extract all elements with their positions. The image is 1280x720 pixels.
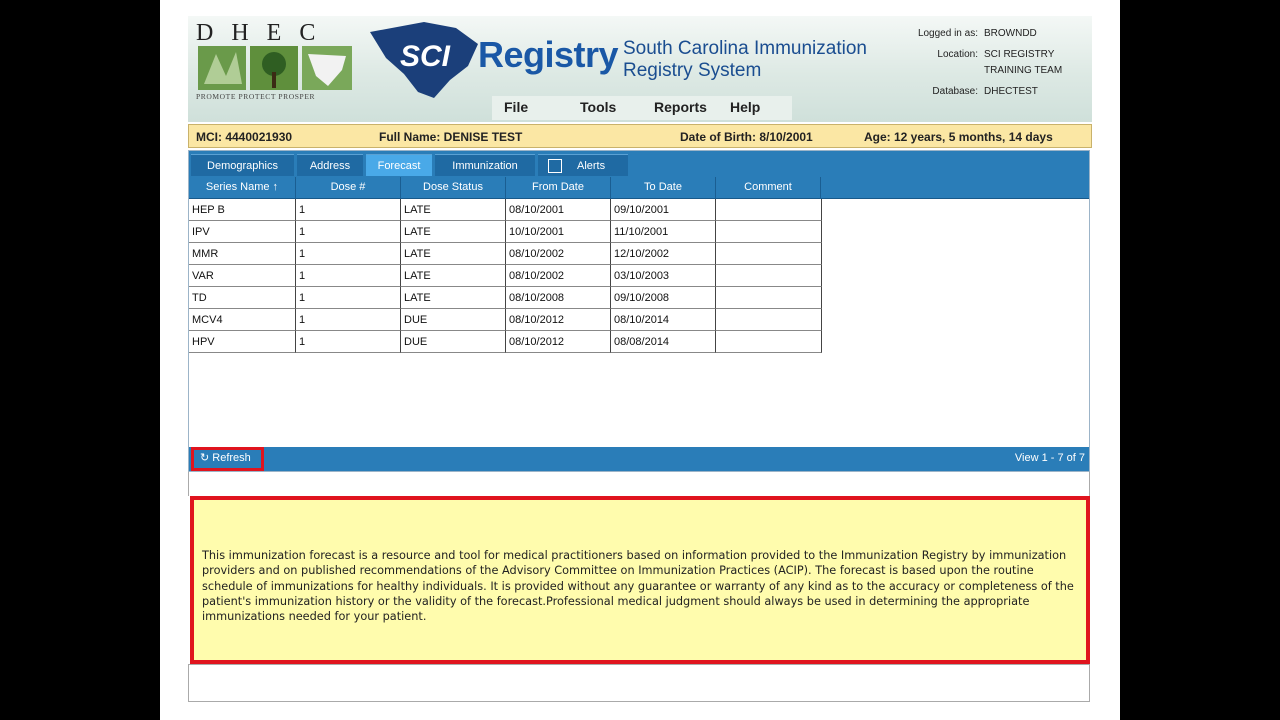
table-row[interactable] [189,309,822,331]
col-dose-number[interactable]: Dose # [296,177,401,199]
col-comment[interactable]: Comment [716,177,821,199]
cell-dose-number: 1 [296,221,401,243]
col-to-date[interactable]: To Date [611,177,716,199]
cell-dose-status: LATE [401,199,506,221]
cell-dose-status: LATE [401,221,506,243]
database-label: Database: [932,86,978,97]
sci-state-emblem [364,18,482,102]
menu-tools[interactable]: Tools [580,99,617,115]
cell-dose-status: LATE [401,243,506,265]
spacer-panel [188,472,1090,496]
cell-series-name: HPV [189,331,296,353]
cell-comment [716,331,822,353]
patient-info-bar [188,124,1092,148]
cell-to-date: 09/10/2008 [611,287,716,309]
app-header [188,16,1092,122]
column-header-row [189,177,1089,199]
cell-comment [716,265,822,287]
cell-from-date: 08/10/2002 [506,265,611,287]
cell-dose-status: LATE [401,287,506,309]
location-label: Location: [937,49,978,60]
table-row[interactable] [189,331,822,353]
cell-series-name: VAR [189,265,296,287]
disclaimer-text: This immunization forecast is a resource and tool for medical practitioners based on information provided to the Immunization Registry by immunization providers and on published recommendations of the Advisory Committee on Immunization Practices (ACIP). The forecast is based upon the routine schedule of immunizations for healthy individuals. It is provided without any guarantee or warranty of any kind as to the accuracy or completeness of the patient's immunization history or the validity of the forecast.Professional medical judgment should always be used in determining the appropriate immunizations needed for your patient. [202,549,1074,624]
tab-alerts-label: Alerts [577,160,606,172]
tab-demographics[interactable]: Demographics [191,154,294,176]
refresh-icon: ↻ [200,452,210,464]
tab-forecast[interactable]: Forecast [366,154,432,176]
system-name-line1: South Carolina Immunization [623,38,867,59]
table-row[interactable] [189,199,822,221]
cell-to-date: 08/10/2014 [611,309,716,331]
cell-comment [716,199,822,221]
cell-series-name: TD [189,287,296,309]
tab-alerts[interactable] [538,154,628,176]
menu-reports[interactable]: Reports [654,99,707,115]
cell-series-name: MMR [189,243,296,265]
cell-to-date: 12/10/2002 [611,243,716,265]
cell-to-date: 03/10/2003 [611,265,716,287]
tab-bar [189,151,1089,177]
table-row[interactable] [189,287,822,309]
cell-to-date: 11/10/2001 [611,221,716,243]
logged-in-value: BROWNDD [984,28,1037,39]
col-series-name[interactable]: Series Name ↑ [189,177,296,199]
cell-from-date: 08/10/2002 [506,243,611,265]
col-dose-status[interactable]: Dose Status [401,177,506,199]
table-row[interactable] [189,243,822,265]
tab-address[interactable]: Address [297,154,363,176]
cell-to-date: 08/08/2014 [611,331,716,353]
cell-dose-number: 1 [296,309,401,331]
bottom-panel [188,664,1090,702]
cell-comment [716,309,822,331]
cell-from-date: 08/10/2012 [506,331,611,353]
cell-to-date: 09/10/2001 [611,199,716,221]
cell-from-date: 08/10/2012 [506,309,611,331]
system-name-line2: Registry System [623,60,762,81]
cell-dose-number: 1 [296,265,401,287]
cell-dose-number: 1 [296,199,401,221]
cell-dose-number: 1 [296,287,401,309]
cell-series-name: IPV [189,221,296,243]
dhec-letters: DHEC [196,20,334,46]
cell-from-date: 08/10/2008 [506,287,611,309]
alerts-checkbox[interactable] [548,159,562,173]
cell-from-date: 10/10/2001 [506,221,611,243]
dhec-logo [196,20,356,102]
location-value-line1: SCI REGISTRY [984,49,1055,60]
cell-series-name: HEP B [189,199,296,221]
cell-dose-number: 1 [296,331,401,353]
cell-series-name: MCV4 [189,309,296,331]
cell-comment [716,243,822,265]
dhec-logo-art [196,46,356,90]
cell-dose-status: DUE [401,331,506,353]
cell-dose-status: DUE [401,309,506,331]
table-row[interactable] [189,265,822,287]
logged-in-label: Logged in as: [917,28,978,39]
cell-from-date: 08/10/2001 [506,199,611,221]
col-from-date[interactable]: From Date [506,177,611,199]
menu-help[interactable]: Help [730,99,761,115]
database-value: DHECTEST [984,86,1038,97]
main-menu [492,96,792,120]
patient-full-name: Full Name: DENISE TEST [379,130,523,144]
tab-immunization[interactable]: Immunization [435,154,535,176]
cell-comment [716,287,822,309]
location-value-line2: TRAINING TEAM [984,65,1063,76]
cell-comment [716,221,822,243]
cell-dose-status: LATE [401,265,506,287]
system-name [623,38,867,82]
refresh-button[interactable] [191,447,264,471]
registry-wordmark: Registry [478,34,619,75]
dhec-tagline: PROMOTE PROTECT PROSPER [196,92,316,101]
menu-file[interactable]: File [504,99,529,115]
cell-dose-number: 1 [296,243,401,265]
patient-mci: MCI: 4440021930 [196,130,293,144]
table-row[interactable] [189,221,822,243]
forecast-grid [188,150,1090,472]
forecast-disclaimer [190,496,1090,664]
refresh-label: Refresh [212,452,251,464]
sci-emblem-text: SCI [400,40,451,73]
grid-footer-bar [189,447,1089,471]
patient-dob: Date of Birth: 8/10/2001 [680,130,813,144]
patient-age: Age: 12 years, 5 months, 14 days [864,130,1053,144]
view-count: View 1 - 7 of 7 [1014,452,1085,464]
